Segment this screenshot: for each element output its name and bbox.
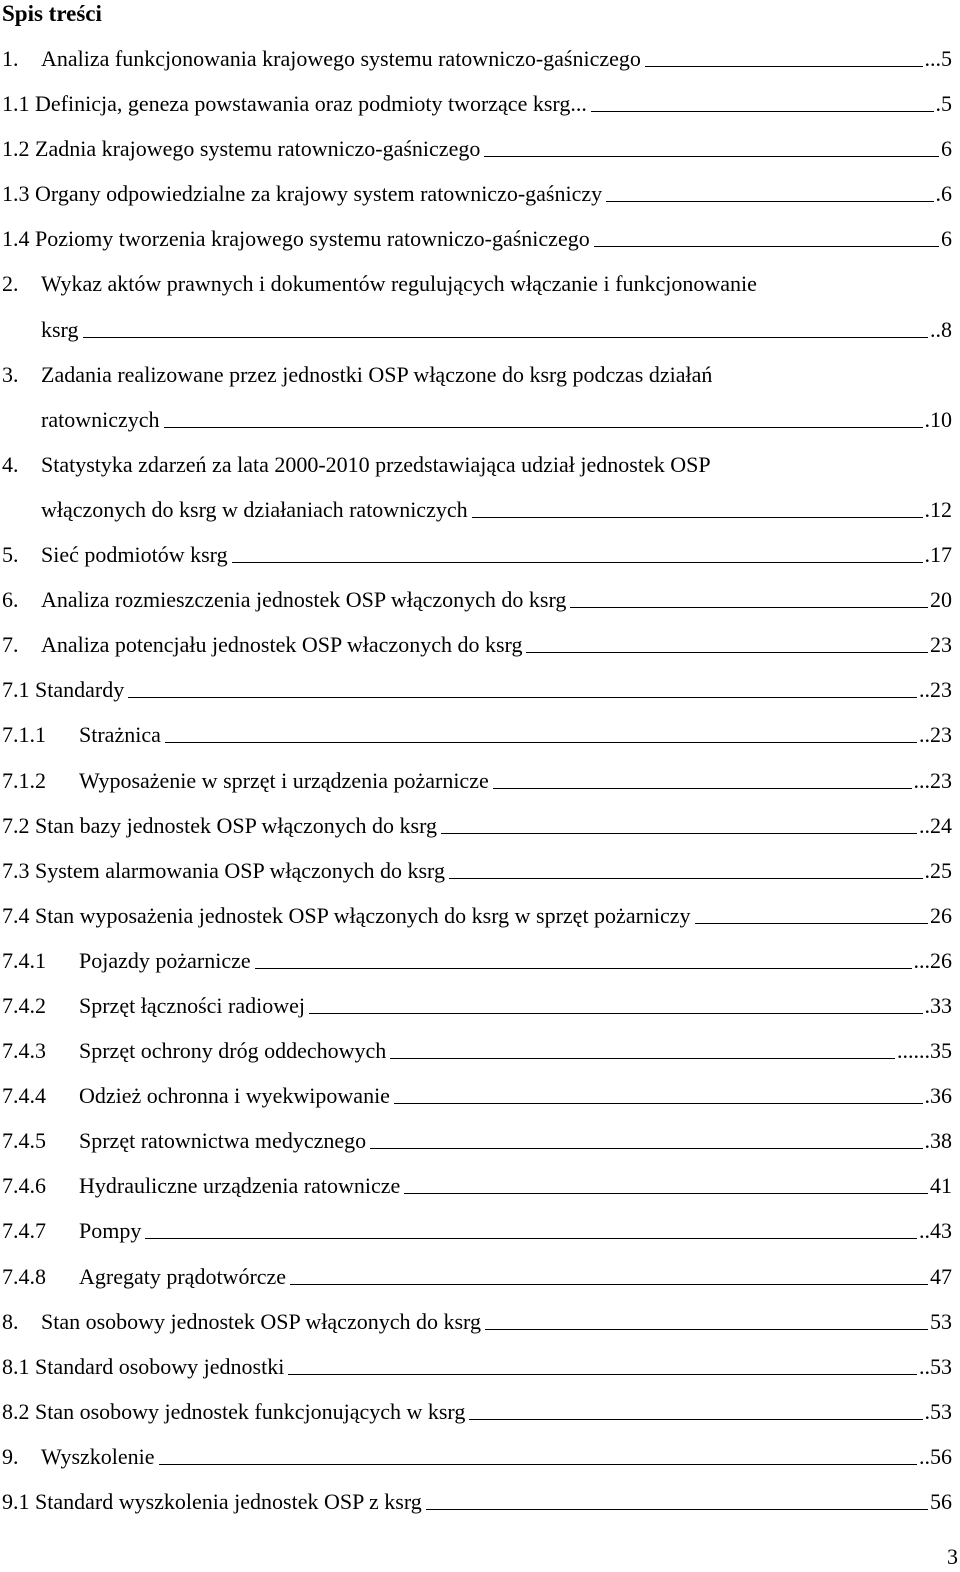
toc-entry-title: Sprzęt ochrony dróg oddechowych: [79, 1038, 387, 1064]
toc-entry-page: ..24: [919, 803, 952, 848]
toc-entry-page: 56: [930, 1479, 952, 1524]
toc-entry-page: 6: [941, 126, 952, 171]
toc-entry-page: 26: [930, 893, 952, 938]
toc-entry[interactable]: [2, 81, 952, 126]
toc-entry[interactable]: [2, 397, 952, 442]
toc-entry-page: ..23: [919, 667, 952, 712]
toc-entry-page: 41: [930, 1163, 952, 1208]
toc-entry-title: 7.3 System alarmowania OSP włączonych do ksrg: [2, 857, 445, 883]
toc-entry-number: 9.: [2, 1443, 19, 1469]
toc-entry-page: .38: [925, 1118, 953, 1163]
toc-entry[interactable]: [2, 1434, 952, 1479]
page-number: 3: [947, 1544, 958, 1569]
toc-entry[interactable]: [2, 712, 952, 757]
toc-entry-number: 8.: [2, 1308, 19, 1334]
toc-entry-title: ksrg: [41, 316, 79, 342]
toc-entry-page: .5: [936, 81, 953, 126]
toc-entry-page: 23: [930, 622, 952, 667]
toc-leader-line: [309, 1012, 923, 1014]
toc-entry[interactable]: [2, 36, 952, 81]
toc-entry-number: 7.4.3: [2, 1038, 46, 1064]
toc-entry-number: 7.4.7: [2, 1218, 46, 1244]
toc-leader-line: [404, 1192, 928, 1194]
toc-entry-title: 1.1 Definicja, geneza powstawania oraz podmioty tworzące ksrg...: [2, 91, 587, 117]
toc-entry[interactable]: [2, 1389, 952, 1434]
toc-entry[interactable]: [2, 1118, 952, 1163]
toc-leader-line: [695, 922, 928, 924]
toc-entry-number: 7.4.5: [2, 1128, 46, 1154]
toc-entry[interactable]: [2, 261, 952, 306]
toc-entry-page: .10: [925, 397, 953, 442]
toc-entry-page: 47: [930, 1254, 952, 1299]
toc-entry[interactable]: [2, 1073, 952, 1118]
toc-entry-page: ..43: [919, 1208, 952, 1253]
toc-entry-title: Wykaz aktów prawnych i dokumentów regulujących włączanie i funkcjonowanie: [41, 271, 757, 297]
toc-entry-title: 7.2 Stan bazy jednostek OSP włączonych do ksrg: [2, 812, 438, 838]
toc-leader-line: [591, 110, 934, 112]
toc-entry-title: Agregaty prądotwórcze: [79, 1263, 287, 1289]
toc-leader-line: [606, 200, 934, 202]
toc-entry-title: Odzież ochronna i wyekwipowanie: [79, 1083, 390, 1109]
toc-entry-title: Pojazdy pożarnicze: [79, 947, 251, 973]
toc-entry-page: ..23: [919, 712, 952, 757]
toc-entry-page: ..56: [919, 1434, 952, 1479]
toc-entry-title: Analiza rozmieszczenia jednostek OSP włączonych do ksrg: [41, 587, 567, 613]
toc-entry-title: 1.2 Zadnia krajowego systemu ratowniczo-gaśniczego: [2, 136, 481, 162]
toc-entry-number: 3.: [2, 361, 19, 387]
toc-entry[interactable]: [2, 532, 952, 577]
toc-entry-page: .12: [925, 487, 953, 532]
toc-entry-title: 8.2 Stan osobowy jednostek funkcjonujących w ksrg: [2, 1398, 466, 1424]
toc-entry-title: Hydrauliczne urządzenia ratownicze: [79, 1173, 401, 1199]
toc-leader-line: [472, 516, 923, 518]
toc-entry-page: 6: [941, 216, 952, 261]
toc-leader-line: [164, 426, 923, 428]
toc-entry-title: Sieć podmiotów ksrg: [41, 542, 228, 568]
toc-entry[interactable]: [2, 307, 952, 352]
toc-entry-number: 7.4.4: [2, 1083, 46, 1109]
toc-leader-line: [128, 696, 917, 698]
toc-entry-number: 7.4.8: [2, 1263, 46, 1289]
toc-heading: Spis treści: [2, 1, 102, 26]
toc-entry-page: .17: [925, 532, 953, 577]
toc-entry-page: .36: [925, 1073, 953, 1118]
toc-entry[interactable]: [2, 803, 952, 848]
toc-entry-number: 7.1.2: [2, 767, 46, 793]
toc-entry-number: 7.4.2: [2, 992, 46, 1018]
toc-leader-line: [394, 1102, 923, 1104]
toc-leader-line: [570, 606, 928, 608]
toc-entry-title: 9.1 Standard wyszkolenia jednostek OSP z ksrg: [2, 1489, 422, 1514]
toc-leader-line: [390, 1057, 895, 1059]
toc-leader-line: [159, 1463, 917, 1465]
toc-entry-page: 20: [930, 577, 952, 622]
toc-entry-page: ......35: [897, 1028, 952, 1073]
toc-leader-line: [370, 1147, 923, 1149]
toc-entry-number: 1.: [2, 46, 19, 71]
toc-entry-title: 8.1 Standard osobowy jednostki: [2, 1353, 285, 1379]
toc-leader-line: [485, 1328, 928, 1330]
toc-entry[interactable]: [2, 1254, 952, 1299]
toc-entry-page: ...23: [914, 758, 953, 803]
toc-leader-line: [493, 787, 912, 789]
toc-entry-page: ..53: [919, 1344, 952, 1389]
toc-entry[interactable]: [2, 126, 952, 171]
toc-leader-line: [165, 741, 917, 743]
toc-entry-title: 7.4 Stan wyposażenia jednostek OSP włączonych do ksrg w sprzęt pożarniczy: [2, 902, 691, 928]
toc-entry-number: 7.4.6: [2, 1173, 46, 1199]
toc-entry-title: Analiza potencjału jednostek OSP właczonych do ksrg: [41, 632, 523, 658]
toc-entry-title: Stan osobowy jednostek OSP włączonych do ksrg: [41, 1308, 481, 1334]
table-of-contents: [2, 36, 952, 1524]
toc-leader-line: [288, 1373, 917, 1375]
toc-leader-line: [145, 1237, 917, 1239]
toc-entry-page: ...5: [925, 36, 953, 81]
toc-entry[interactable]: [2, 622, 952, 667]
toc-entry-page: .25: [925, 848, 953, 893]
toc-entry-title: Sprzęt ratownictwa medycznego: [79, 1128, 367, 1154]
toc-entry[interactable]: [2, 1028, 952, 1073]
toc-entry[interactable]: [2, 1299, 952, 1344]
toc-leader-line: [441, 832, 917, 834]
toc-entry-title: Analiza funkcjonowania krajowego systemu ratowniczo-gaśniczego: [41, 46, 641, 71]
toc-entry-title: Statystyka zdarzeń za lata 2000-2010 przedstawiająca udział jednostek OSP: [41, 451, 711, 477]
toc-entry[interactable]: [2, 758, 952, 803]
toc-entry[interactable]: [2, 171, 952, 216]
toc-entry[interactable]: [2, 1208, 952, 1253]
toc-entry-number: 7.: [2, 632, 19, 658]
toc-entry[interactable]: [2, 487, 952, 532]
toc-entry-number: 6.: [2, 587, 19, 613]
toc-entry-title: Zadania realizowane przez jednostki OSP włączone do ksrg podczas działań: [41, 361, 713, 387]
toc-entry-title: ratowniczych: [41, 406, 160, 432]
toc-leader-line: [645, 65, 923, 67]
toc-entry-page: .33: [925, 983, 953, 1028]
toc-entry[interactable]: [2, 893, 952, 938]
toc-entry-title: Wyszkolenie: [41, 1443, 155, 1469]
toc-entry[interactable]: [2, 352, 952, 397]
toc-entry[interactable]: [2, 848, 952, 893]
toc-entry-page: ..8: [930, 307, 952, 352]
toc-leader-line: [449, 877, 923, 879]
toc-entry-number: 5.: [2, 542, 19, 568]
toc-leader-line: [484, 155, 939, 157]
toc-entry-number: 7.4.1: [2, 947, 46, 973]
toc-entry[interactable]: [2, 667, 952, 712]
toc-entry-title: Wyposażenie w sprzęt i urządzenia pożarnicze: [79, 767, 489, 793]
toc-entry[interactable]: [2, 577, 952, 622]
toc-entry-title: 1.4 Poziomy tworzenia krajowego systemu ratowniczo-gaśniczego: [2, 226, 590, 252]
toc-leader-line: [255, 967, 912, 969]
toc-leader-line: [290, 1283, 928, 1285]
toc-leader-line: [83, 336, 928, 338]
toc-entry-title: Sprzęt łączności radiowej: [79, 992, 306, 1018]
toc-entry[interactable]: [2, 216, 952, 261]
toc-leader-line: [469, 1418, 923, 1420]
toc-entry[interactable]: [2, 1479, 952, 1524]
toc-entry[interactable]: [2, 1163, 952, 1208]
toc-entry-page: .53: [925, 1389, 953, 1434]
toc-entry-title: Pompy: [79, 1218, 142, 1244]
toc-entry-number: 4.: [2, 451, 19, 477]
toc-entry-page: ...26: [914, 938, 953, 983]
toc-entry[interactable]: [2, 442, 952, 487]
toc-entry-title: włączonych do ksrg w działaniach ratowniczych: [41, 496, 468, 522]
toc-entry-page: .6: [936, 171, 953, 216]
toc-leader-line: [594, 245, 939, 247]
toc-entry-page: 53: [930, 1299, 952, 1344]
toc-leader-line: [526, 651, 928, 653]
toc-entry-number: 2.: [2, 271, 19, 297]
toc-entry[interactable]: [2, 938, 952, 983]
toc-entry-title: 1.3 Organy odpowiedzialne za krajowy system ratowniczo-gaśniczy: [2, 181, 603, 207]
toc-entry-title: Strażnica: [79, 722, 161, 748]
toc-leader-line: [232, 561, 923, 563]
toc-entry[interactable]: [2, 983, 952, 1028]
toc-entry[interactable]: [2, 1344, 952, 1389]
toc-entry-title: 7.1 Standardy: [2, 677, 125, 703]
toc-leader-line: [426, 1508, 928, 1510]
toc-entry-number: 7.1.1: [2, 722, 46, 748]
